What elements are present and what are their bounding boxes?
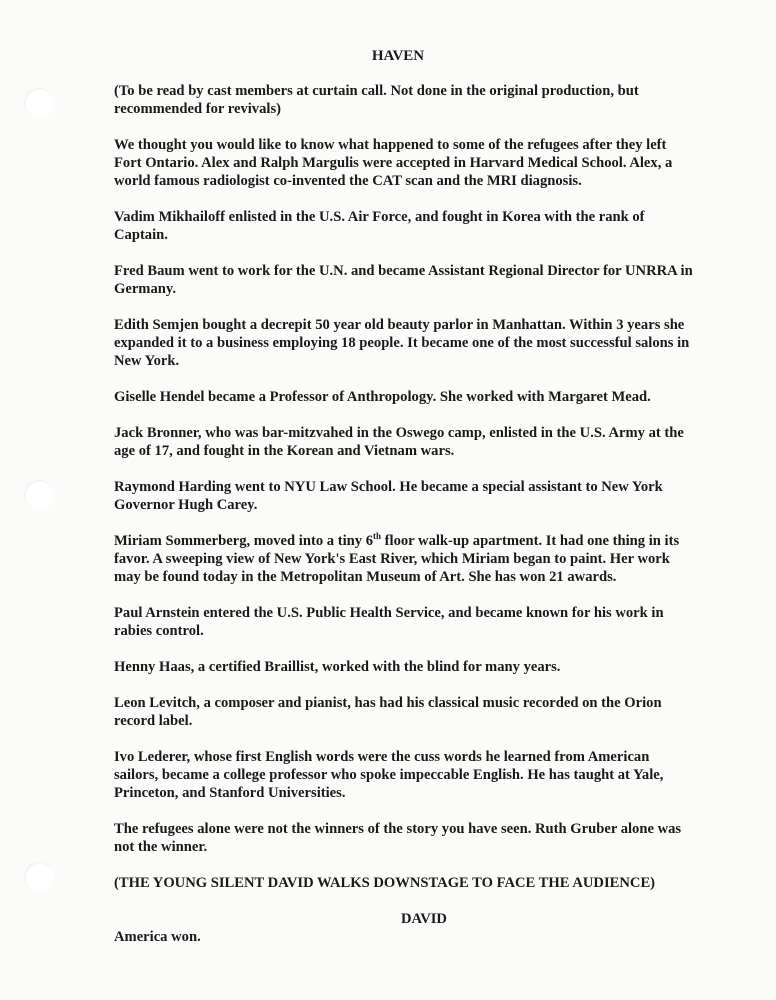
paragraph-arnstein: Paul Arnstein entered the U.S. Public Health Service, and became known for his work in rabies control. xyxy=(114,605,664,639)
paragraph-sommerberg xyxy=(114,532,694,586)
sommerberg-text-start: Miriam Sommerberg, moved into a tiny 6 xyxy=(114,533,373,549)
document-title: HAVEN xyxy=(371,48,425,64)
ordinal-suffix: th xyxy=(373,531,382,542)
paragraph-haas: Henny Haas, a certified Braillist, worked with the blind for many years. xyxy=(114,659,561,675)
paragraph-baum: Fred Baum went to work for the U.N. and became Assistant Regional Director for UNRRA in Germany. xyxy=(114,263,693,297)
final-line: America won. xyxy=(114,929,201,945)
punch-hole xyxy=(24,88,54,118)
paragraph-harding: Raymond Harding went to NYU Law School. He became a special assistant to New York Governor Hugh Carey. xyxy=(114,479,663,513)
paragraph-semjen: Edith Semjen bought a decrepit 50 year old beauty parlor in Manhattan. Within 3 years she expanded it to a business employing 18 people. It became one of the most successful salons in New York. xyxy=(114,317,690,369)
paragraph-levitch: Leon Levitch, a composer and pianist, has had his classical music recorded on the Orion record label. xyxy=(114,695,662,729)
sommerberg-text-end: floor walk-up apartment. It had one thing in its favor. A sweeping view of New York's East River, which Miriam began to paint. Her work may be found today in the Metropolitan Museum of Art. She has won 21 awards. xyxy=(114,533,680,585)
punch-hole xyxy=(24,862,54,892)
punch-hole xyxy=(24,480,54,510)
stage-direction-david: (THE YOUNG SILENT DAVID WALKS DOWNSTAGE TO FACE THE AUDIENCE) xyxy=(114,875,656,891)
paragraph-hendel: Giselle Hendel became a Professor of Anthropology. She worked with Margaret Mead. xyxy=(114,389,651,405)
speaker-name: DAVID xyxy=(401,911,447,927)
paragraph-mikhailoff: Vadim Mikhailoff enlisted in the U.S. Air Force, and fought in Korea with the rank of Captain. xyxy=(114,209,645,243)
document-body xyxy=(114,82,694,946)
paragraph-winners: The refugees alone were not the winners of the story you have seen. Ruth Gruber alone was not the winner. xyxy=(114,821,682,855)
paragraph-bronner: Jack Bronner, who was bar-mitzvahed in the Oswego camp, enlisted in the U.S. Army at the age of 17, and fought in the Korean and Vietnam wars. xyxy=(114,425,684,459)
paragraph-lederer: Ivo Lederer, whose first English words were the cuss words he learned from American sailors, became a college professor who spoke impeccable English. He has taught at Yale, Princeton, and Stanford Universities. xyxy=(114,749,664,801)
paragraph-margulis: We thought you would like to know what happened to some of the refugees after they left Fort Ontario. Alex and Ralph Margulis were accepted in Harvard Medical School. Alex, a world famous radiologist co-invented the CAT scan and the MRI diagnosis. xyxy=(114,137,673,189)
stage-direction: (To be read by cast members at curtain call. Not done in the original production, but recommended for revivals) xyxy=(114,83,639,117)
